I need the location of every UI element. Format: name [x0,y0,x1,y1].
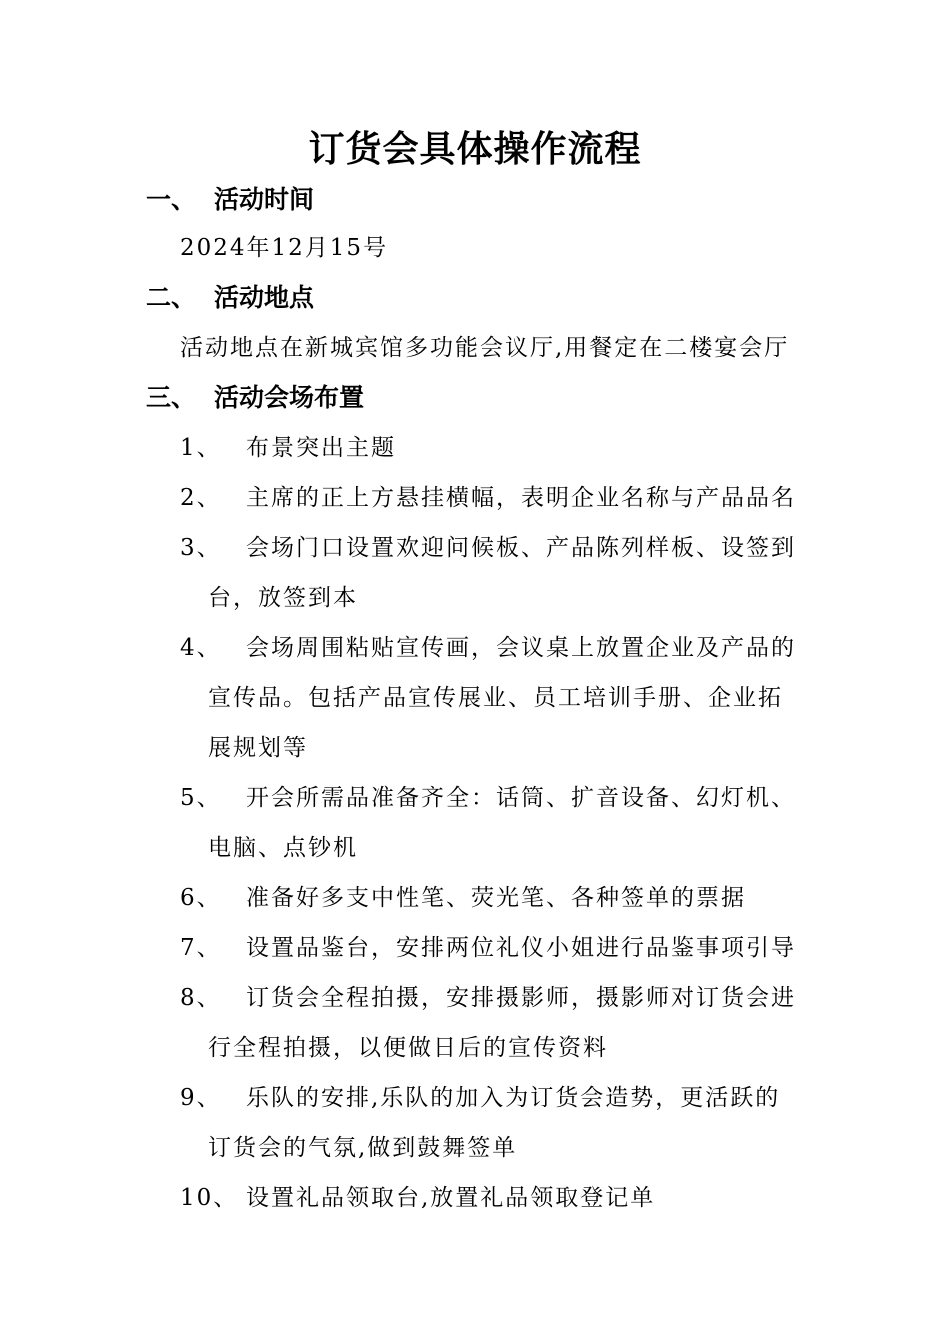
list-item-number: 2、 [180,485,222,511]
list-item-line [180,780,820,830]
list-item-text: 设置品鉴台，安排两位礼仪小姐进行品鉴事项引导 [246,935,796,961]
section-heading-time [146,182,314,218]
document-title: 订货会具体操作流程 [308,129,642,170]
list-item-continuation: 宣传品。包括产品宣传展业、员工培训手册、企业拓 [208,685,783,711]
list-item [180,1180,820,1230]
list-item-continuation: 展规划等 [208,735,308,761]
list-item [180,630,820,780]
list-item [180,930,820,980]
section-text-location: 活动地点在新城宾馆多功能会议厅,用餐定在二楼宴会厅 [180,335,790,361]
list-item-text: 订货会全程拍摄，安排摄影师，摄影师对订货会进 [246,985,796,1011]
section-number: 三、 [146,383,197,412]
list-item-text: 会场周围粘贴宣传画，会议桌上放置企业及产品的 [246,635,796,661]
list-item [180,980,820,1080]
list-item [180,880,820,930]
section-number: 一、 [146,185,197,214]
list-item-continuation: 电脑、点钞机 [208,835,358,861]
list-item-line [180,1080,820,1130]
list-item-line [180,530,820,580]
list-item-number: 3、 [180,535,222,561]
list-item-line [180,430,820,480]
list-item [180,530,820,630]
list-item-text: 乐队的安排,乐队的加入为订货会造势，更活跃的 [246,1085,781,1111]
list-item-line [180,980,820,1030]
list-item-line [180,1180,820,1230]
section-heading-location [146,280,314,316]
list-item-text: 准备好多支中性笔、荧光笔、各种签单的票据 [246,885,746,911]
section-title: 活动时间 [214,185,315,214]
list-item-line [180,880,820,930]
list-item-line [180,630,820,680]
list-item-number: 8、 [180,985,222,1011]
section-title: 活动会场布置 [214,383,365,412]
list-item-number: 4、 [180,635,222,661]
list-item-continuation: 订货会的气氛,做到鼓舞签单 [208,1135,518,1161]
list-item-number: 10、 [180,1185,239,1211]
section-title: 活动地点 [214,283,315,312]
list-item-number: 9、 [180,1085,222,1111]
list-item-number: 5、 [180,785,222,811]
section-heading-layout [146,380,364,416]
list-item-text: 设置礼品领取台,放置礼品领取登记单 [246,1185,656,1211]
list-item-text: 主席的正上方悬挂横幅，表明企业名称与产品品名 [246,485,796,511]
list-item-text: 开会所需品准备齐全：话筒、扩音设备、幻灯机、 [246,785,796,811]
section-number: 二、 [146,283,197,312]
list-item-text: 布景突出主题 [246,435,396,461]
list-item-line [180,930,820,980]
list-item-number: 6、 [180,885,222,911]
list-item-line [180,480,820,530]
list-item-text: 会场门口设置欢迎问候板、产品陈列样板、设签到 [246,535,796,561]
list-item [180,430,820,480]
list-item-continuation: 行全程拍摄，以便做日后的宣传资料 [208,1035,608,1061]
list-item [180,1080,820,1180]
list-item-number: 7、 [180,935,222,961]
list-item [180,780,820,880]
section-text-time: 2024年12月15号 [180,235,389,261]
list-item-continuation: 台，放签到本 [208,585,358,611]
list-item-number: 1、 [180,435,222,461]
list-item [180,480,820,530]
